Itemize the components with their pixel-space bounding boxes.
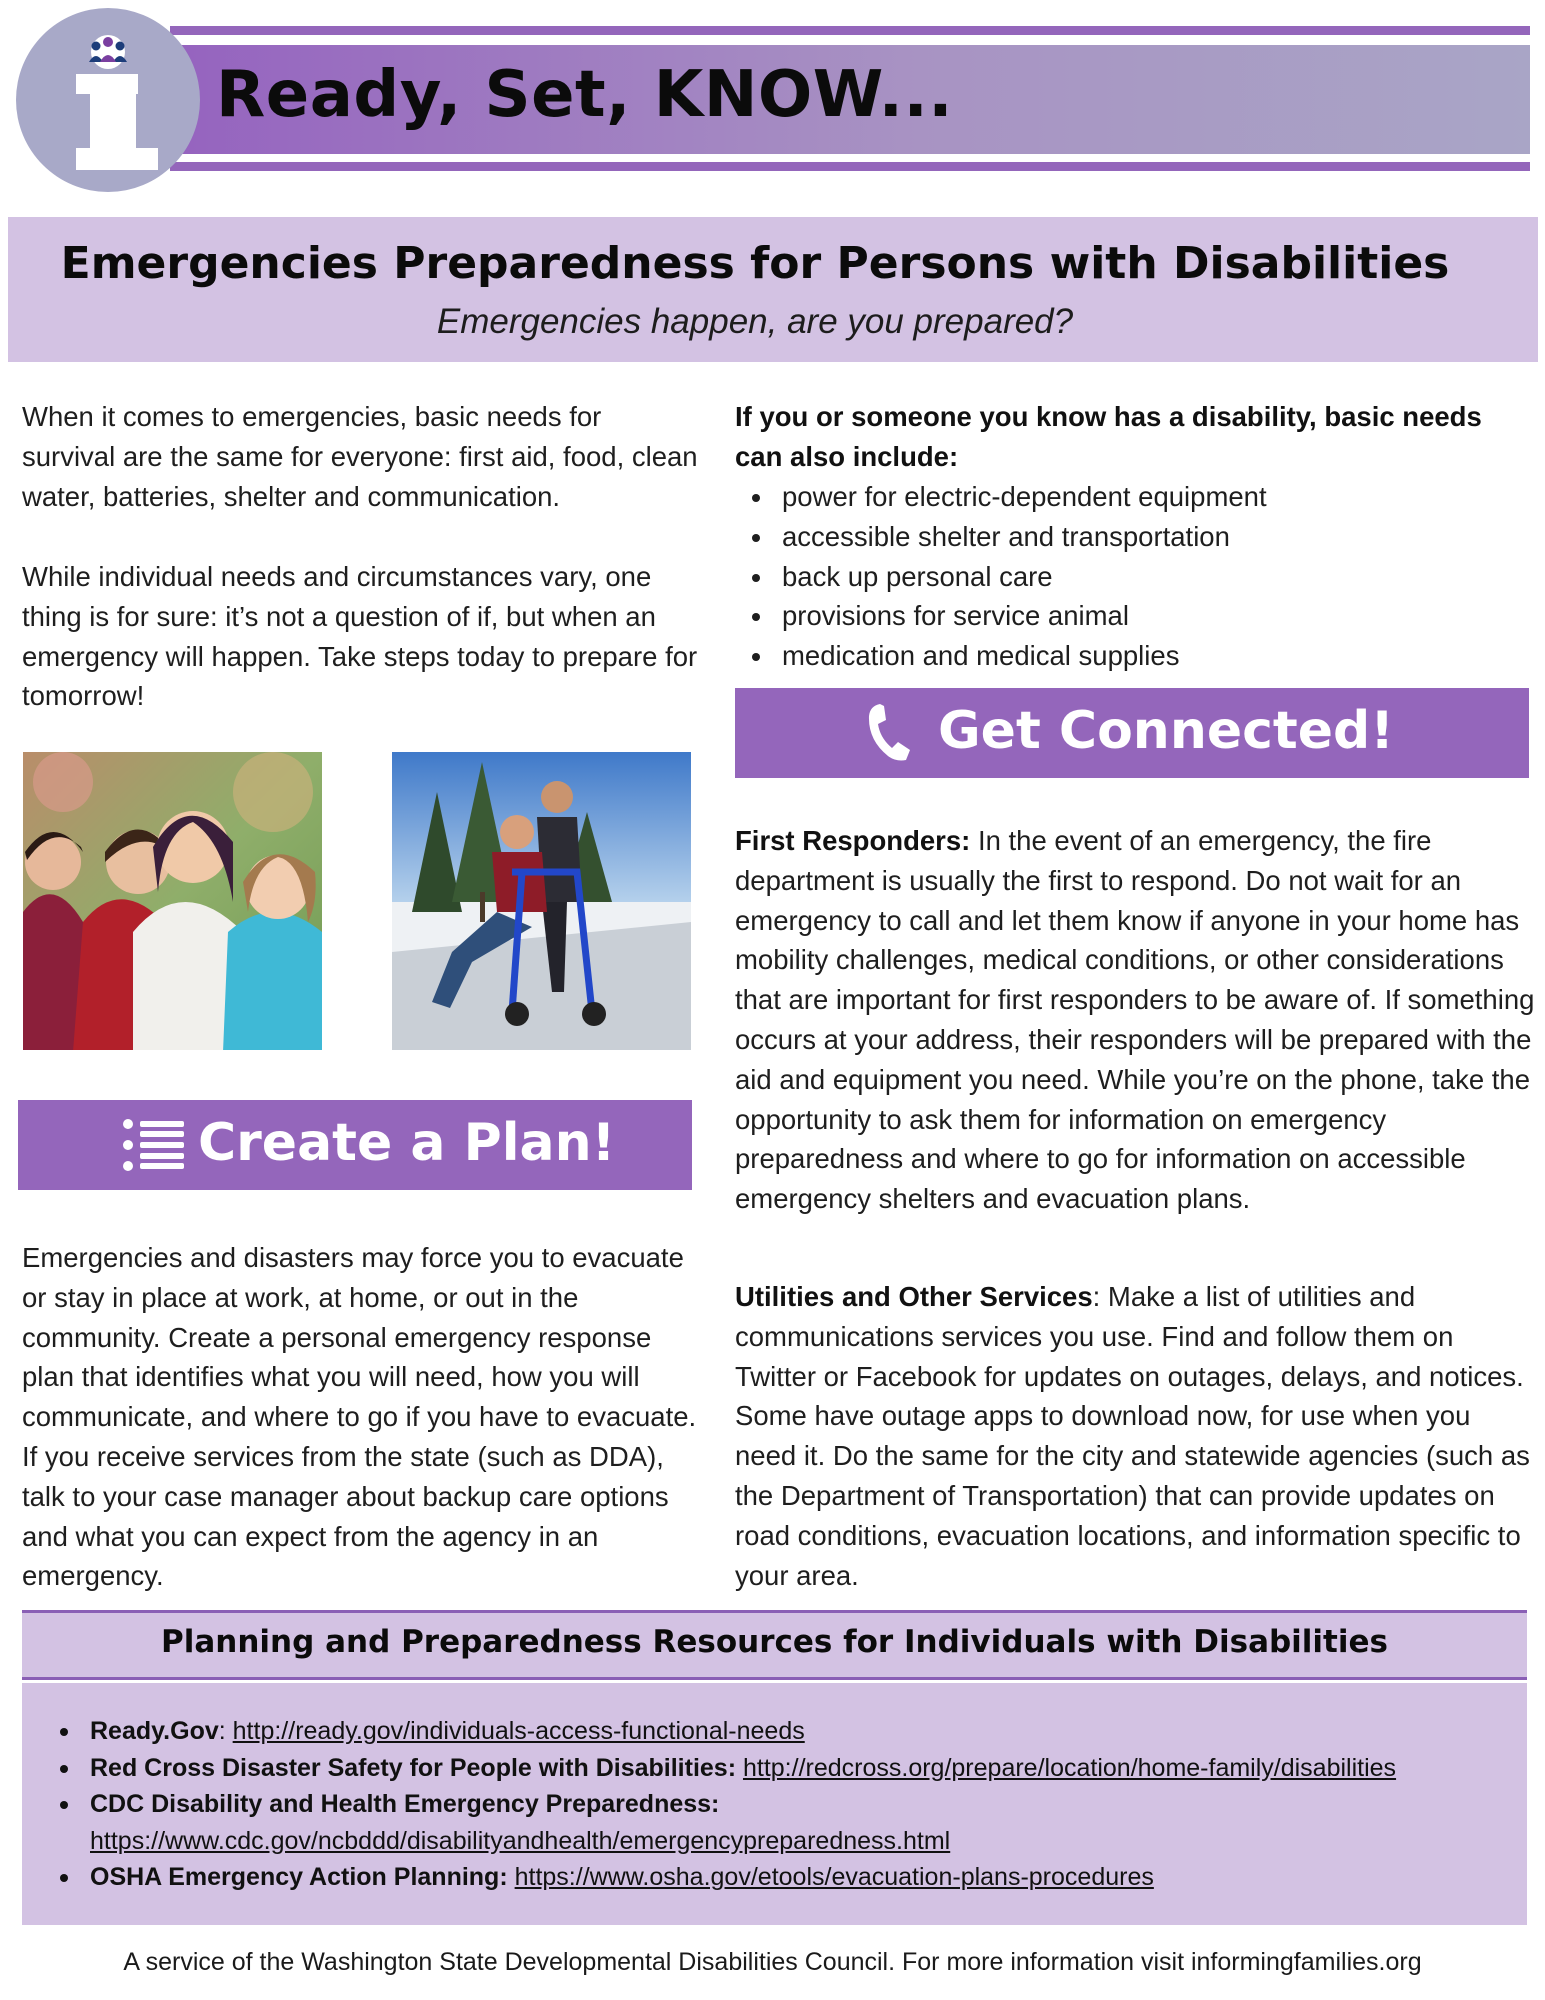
phone-icon [866,700,914,764]
resource-name: CDC Disability and Health Emergency Preparedness: [90,1790,720,1818]
header-rule-top [170,26,1530,35]
first-responders-lead: First Responders: [735,825,971,856]
resource-item [60,1750,1396,1787]
resources-list [60,1713,1396,1896]
resource-separator [736,1754,743,1782]
resource-link[interactable]: https://www.osha.gov/etools/evacuation-plans-procedures [514,1863,1154,1891]
page-tagline: Emergencies happen, are you prepared? [436,302,1074,341]
first-responders-text: In the event of an emergency, the fire department is usually the first to respond. Do not wait for an emergency to call and let them know if anyone in your home has mobility challenges, medical conditions, or other considerations that are important for first responders to be aware of. If something occurs at your address, their responders will be prepared with the aid and equipment you need. While you’re on the phone, take the opportunity to ask them for information on emergency preparedness and where to go for information on accessible emergency shelters and evacuation plans. [735,825,1535,1215]
photo-group-of-women [23,752,322,1050]
resource-item [60,1713,1396,1750]
resource-separator [508,1863,515,1891]
resource-item [60,1786,1396,1823]
create-plan-text: Emergencies and disasters may force you to evacuate or stay in place at work, at home, or out in the community. Create a personal emergency response plan that identifies what you will need, how you will communicate, and where to go if you have to evacuate. If you receive services from the state (such as DDA), talk to your case manager about backup care options and what you can expect from the agency in an emergency. [22,1242,697,1592]
intro-paragraph-2: While individual needs and circumstances vary, one thing is for sure: it’s not a question of if, but when an emergency will happen. Take steps today to prepare for tomorrow! [22,561,698,712]
needs-item: accessible shelter and transportation [752,517,1267,557]
header-title: Ready, Set, KNOW... [216,58,954,132]
resource-link[interactable]: http://redcross.org/prepare/location/home-family/disabilities [742,1753,1397,1782]
footer-text: A service of the Washington State Developmental Disabilities Council. For more information visit informingfamilies.org [123,1948,1422,1976]
get-connected-label: Get Connected! [938,701,1394,761]
resource-name: Ready.Gov [90,1717,219,1745]
resources-title: Planning and Preparedness Resources for Individuals with Disabilities [161,1624,1388,1660]
resource-separator: : [218,1717,233,1745]
resource-name: OSHA Emergency Action Planning: [90,1863,508,1891]
utilities-text: : Make a list of utilities and communications services you use. Find and follow them on Twitter or Facebook for updates on outages, delays, and notices. Some have outage apps to download now, for use when you need it. Do the same for the city and statewide agencies (such as the Department of Transportation) that can provide updates on road conditions, evacuation locations, and information specific to your area. [735,1281,1530,1591]
needs-item: medication and medical supplies [752,636,1267,676]
list-icon [122,1118,186,1172]
needs-list [752,477,1267,676]
needs-item: provisions for service animal [752,596,1267,636]
info-icon [16,8,200,192]
page-title: Emergencies Preparedness for Persons with Disabilities [60,238,1450,289]
utilities-lead: Utilities and Other Services [735,1281,1093,1312]
intro-paragraph-1: When it comes to emergencies, basic needs for survival are the same for everyone: first aid, food, clean water, batteries, shelter and communication. [22,401,698,512]
resource-link[interactable]: http://ready.gov/individuals-access-functional-needs [232,1717,805,1745]
photo-wheelchair-walker [392,752,691,1050]
needs-heading: If you or someone you know has a disability, basic needs can also include: [735,401,1482,472]
resource-link[interactable]: https://www.cdc.gov/ncbddd/disabilityandhealth/emergencypreparedness.html [90,1826,951,1855]
resource-item-continued [60,1823,1396,1860]
resource-name: Red Cross Disaster Safety for People with Disabilities: [90,1753,737,1782]
needs-item: back up personal care [752,557,1267,597]
utilities-paragraph [735,1277,1535,1595]
needs-item: power for electric-dependent equipment [752,477,1267,517]
first-responders-paragraph [735,821,1535,1219]
resource-item [60,1859,1396,1896]
create-plan-label: Create a Plan! [198,1113,616,1173]
header-rule-bottom [170,162,1530,171]
